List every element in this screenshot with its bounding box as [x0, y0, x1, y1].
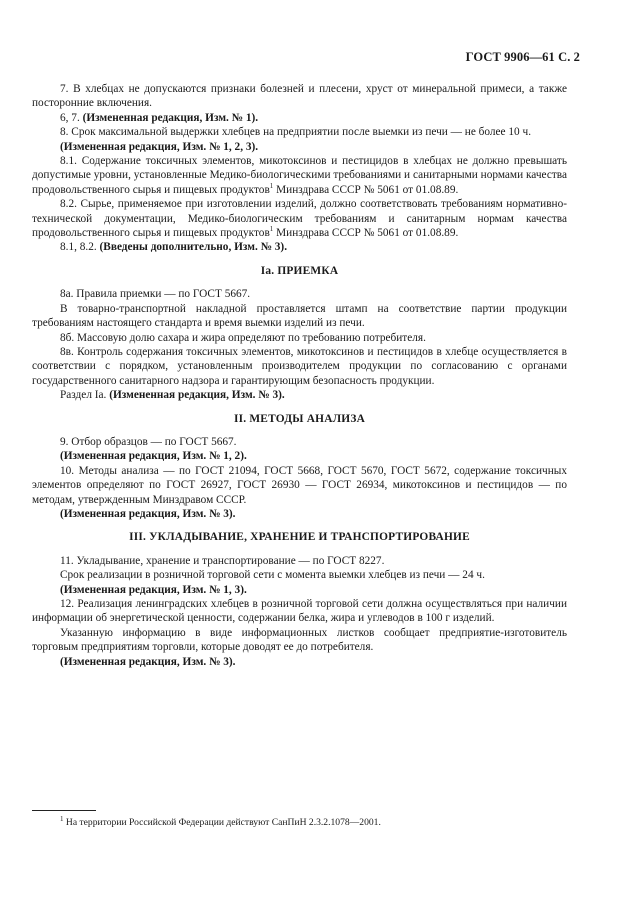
clause-10-edit-note: (Измененная редакция, Изм. № 3).: [60, 507, 236, 520]
clause-8-1-8-2-edit-note: (Введены дополнительно, Изм. № 3).: [99, 241, 288, 254]
clause-8-1-8-2-note: [32, 240, 567, 254]
clause-8-2: [32, 197, 567, 240]
clause-8-2-text-end: Минздрава СССР № 5061 от 01.08.89.: [273, 227, 459, 240]
clause-12-continued: Указанную информацию в виде информационных листков сообщает предприятие-изготовитель торговым предприятиям торговли, которые доводят ее до потребителя.: [32, 626, 567, 654]
section-1a-edit: [32, 388, 567, 402]
clause-8: 8. Срок максимальной выдержки хлебцев на предприятии после выемки из печи — не более 10 ч.: [60, 126, 532, 139]
section-1a-label: Раздел Iа.: [60, 389, 107, 402]
clause-7: 7. В хлебцах не допускаются признаки болезней и плесени, хруст от минеральной примеси, а также посторонние включения.: [32, 83, 567, 110]
section-heading-methods: II. МЕТОДЫ АНАЛИЗА: [233, 412, 365, 425]
footnote-ref: 1: [269, 182, 274, 191]
footnote-text: На территории Российской Федерации действуют СанПиН 2.3.2.1078—2001.: [63, 817, 381, 828]
clause-6-7-number: 6, 7.: [60, 111, 80, 124]
clause-8a: 8а. Правила приемки — по ГОСТ 5667.: [60, 288, 251, 301]
clause-9-edit-note: (Измененная редакция, Изм. № 1, 2).: [60, 450, 247, 463]
clause-10: 10. Методы анализа — по ГОСТ 21094, ГОСТ 5668, ГОСТ 5670, ГОСТ 5672, содержание токсичных элементов определяют по ГОСТ 26927, ГОСТ 26930 — ГОСТ 26934, микотоксинов и пестицидов — по методам, утвержденным Минздравом СССР.: [32, 464, 567, 506]
footnote: [60, 814, 381, 828]
clause-6-7-edit: [32, 111, 567, 125]
section-heading-storage: III. УКЛАДЫВАНИЕ, ХРАНЕНИЕ И ТРАНСПОРТИРОВАНИЕ: [129, 531, 470, 544]
clause-8b: 8б. Массовую долю сахара и жира определяют по требованию потребителя.: [60, 331, 426, 344]
footnote-mark: 1: [60, 814, 64, 823]
clause-8a-continued: В товарно-транспортной накладной проставляется штамп на соответствие партии продукции требованиям настоящего стандарта и время выемки изделий из печи.: [32, 302, 567, 330]
document-body: [32, 82, 567, 669]
clause-11-edit-note: (Измененная редакция, Изм. № 1, 3).: [60, 583, 247, 596]
clause-9: 9. Отбор образцов — по ГОСТ 5667.: [60, 435, 237, 448]
footnote-ref: 1: [269, 225, 274, 234]
section-1a-edit-note: (Измененная редакция, Изм. № 3).: [109, 389, 285, 402]
clause-8-1-text-end: Минздрава СССР № 5061 от 01.08.89.: [273, 183, 459, 196]
clause-8v: 8в. Контроль содержания токсичных элементов, микотоксинов и пестицидов в хлебце осуществляется в соответствии с порядком, установленным производителем продукции по согласованию с органами государственного санитарного надзора и гарантирующим безопасность продукции.: [32, 345, 567, 387]
page-header: ГОСТ 9906—61 С. 2: [465, 50, 580, 64]
clause-11: 11. Укладывание, хранение и транспортирование — по ГОСТ 8227.: [60, 554, 385, 567]
section-heading-acceptance: Iа. ПРИЕМКА: [260, 264, 339, 277]
clause-8-1-text: 8.1. Содержание токсичных элементов, микотоксинов и пестицидов в хлебцах не должно превышать допустимые уровни, установленные Медико-биологическими требованиями и санитарными нормами качества продовольственного сырья и пищевых продуктов: [32, 155, 567, 196]
clause-12: 12. Реализация ленинградских хлебцев в розничной торговой сети должна осуществляться при наличии информации об энергетической ценности, содержании белка, жира и углеводов в 100 г изделий.: [32, 598, 567, 625]
footnote-divider: [32, 810, 96, 811]
clause-11-continued: Срок реализации в розничной торговой сети с момента выемки хлебцев из печи — 24 ч.: [60, 569, 485, 582]
clause-8-1-8-2-number: 8.1, 8.2.: [60, 241, 97, 254]
clause-8-1: [32, 154, 567, 197]
clause-6-7-edit-note: (Измененная редакция, Изм. № 1).: [82, 111, 259, 124]
clause-8-2-text: 8.2. Сырье, применяемое при изготовлении изделий, должно соответствовать требованиям нормативно-технической документации, Медико-биологическим требованиям и санитарным нормам качества продовольственного сырья и пищевых продуктов: [32, 198, 567, 240]
clause-12-edit-note: (Измененная редакция, Изм. № 3).: [60, 655, 236, 668]
clause-8-edit-note: (Измененная редакция, Изм. № 1, 2, 3).: [60, 140, 259, 153]
